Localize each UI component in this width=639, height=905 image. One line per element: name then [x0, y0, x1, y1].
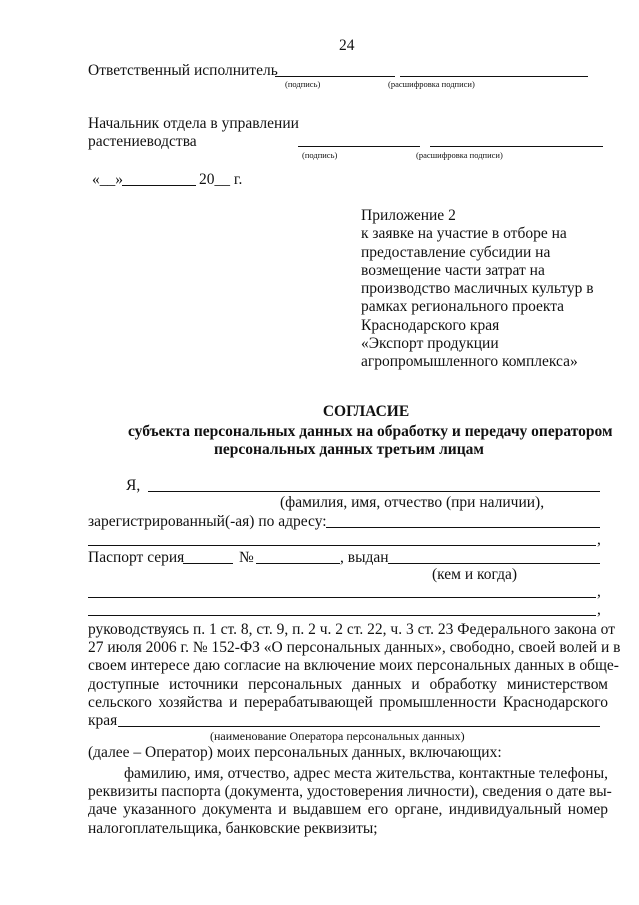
head-decoding-caption: (расшифровка подписи) — [416, 150, 503, 160]
issued-comma-1: , — [597, 583, 601, 600]
paragraph-line: 27 июля 2006 г. № 152-ФЗ «О персональных данных», свободно, своей волей и в — [88, 639, 621, 657]
paragraph-line: фамилию, имя, отчество, адрес места жительства, контактные телефоны, — [124, 765, 608, 782]
head-label-line1: Начальник отдела в управлении — [88, 115, 299, 132]
head-decoding-line — [430, 146, 603, 147]
executor-decoding-caption: (расшифровка подписи) — [388, 79, 475, 89]
fio-line — [148, 491, 600, 492]
address-line-2 — [88, 545, 596, 546]
paragraph-line: руководствуясь п. 1 ст. 8, ст. 9, п. 2 ч. 2 ст. 22, ч. 3 ст. 23 Федерального закона от — [88, 621, 615, 638]
consent-subtitle-line1: субъекта персональных данных на обработку и передачу оператором — [128, 423, 613, 440]
consent-subtitle-line2: персональных данных третьим лицам — [214, 441, 484, 458]
consent-paragraph-1 — [88, 621, 621, 712]
paragraph-line: даче указанного документа и выдавшем его органе, индивидуальный номер — [88, 801, 608, 819]
paragraph-line: сельского хозяйства и перерабатывающей промышленности Краснодарского — [88, 693, 608, 711]
fio-caption: (фамилия, имя, отчество (при наличии), — [280, 494, 545, 511]
issued-caption: (кем и когда) — [432, 566, 518, 583]
paragraph-line: реквизиты паспорта (документа, удостоверения личности), сведения о дате вы- — [88, 783, 612, 801]
head-signature-caption: (подпись) — [302, 150, 338, 160]
head-signature-line — [298, 146, 420, 147]
appendix-line: Приложение 2 — [361, 207, 456, 224]
executor-signature-line — [275, 76, 395, 77]
address-line-1 — [326, 527, 600, 528]
executor-decoding-line — [400, 76, 588, 77]
address-label: зарегистрированный(-ая) по адресу: — [88, 513, 327, 530]
paragraph-line: доступные источники персональных данных и обработку министерством — [88, 675, 608, 693]
appendix-line: «Экспорт продукции — [361, 335, 499, 353]
appendix-line: агропромышленного комплекса» — [361, 353, 578, 371]
date-year: 20__ г. — [199, 171, 243, 188]
operator-caption: (наименование Оператора персональных данных) — [210, 729, 465, 743]
passport-label: Паспорт серия — [88, 549, 185, 566]
passport-number-sign: № — [239, 549, 254, 566]
date-month-line — [122, 185, 196, 186]
appendix-line: Краснодарского края — [361, 316, 500, 334]
issued-comma-2: , — [597, 601, 601, 618]
issued-line-2 — [88, 597, 596, 598]
issued-line-3 — [88, 615, 596, 616]
paragraph-line: налогоплательщика, банковские реквизиты; — [88, 819, 378, 837]
operator-name-line — [118, 726, 600, 727]
kraya-word: края — [88, 712, 118, 729]
paragraph-line: своем интересе даю согласие на включение моих персональных данных в обще- — [88, 657, 619, 675]
appendix-block — [361, 207, 594, 372]
executor-label: Ответственный исполнитель — [88, 62, 278, 79]
executor-signature-caption: (подпись) — [285, 79, 321, 89]
passport-issued-line — [388, 563, 600, 564]
consent-paragraph-2 — [88, 765, 612, 838]
date-day: «__» — [92, 171, 123, 188]
head-label-line2: растениеводства — [88, 133, 197, 150]
address-comma: , — [597, 531, 601, 548]
appendix-line: рамках регионального проекта — [361, 298, 565, 316]
operator-line: (далее – Оператор) моих персональных данных, включающих: — [88, 744, 502, 761]
i-label: Я, — [126, 477, 141, 494]
appendix-line: предоставление субсидии на — [361, 243, 551, 261]
passport-number-line — [256, 563, 340, 564]
appendix-line: к заявке на участие в отборе на — [361, 225, 567, 243]
appendix-line: возмещение части затрат на — [361, 261, 545, 279]
passport-series-line — [183, 563, 233, 564]
appendix-line: производство масличных культур в — [361, 280, 594, 298]
consent-title: СОГЛАСИЕ — [322, 403, 410, 420]
passport-issued-label: , выдан — [340, 549, 389, 566]
page-number: 24 — [339, 37, 355, 54]
